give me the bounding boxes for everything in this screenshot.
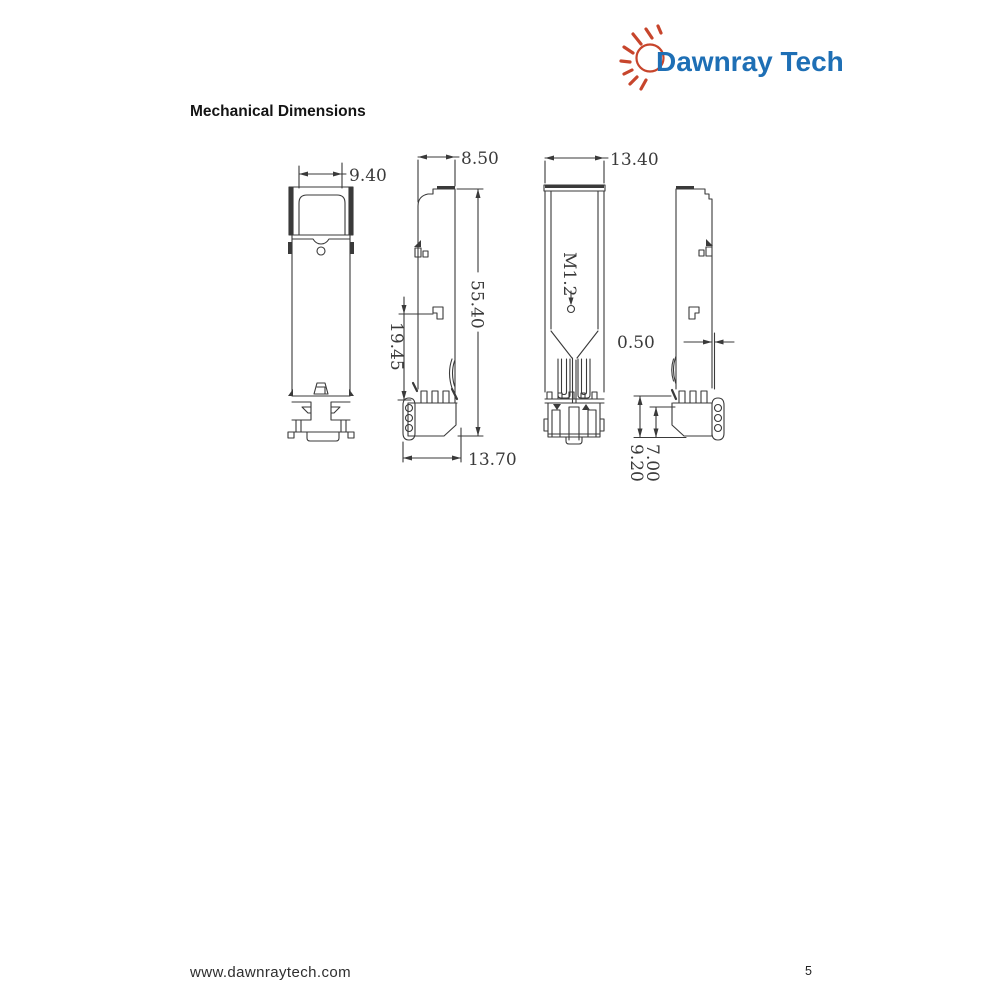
page-title: Mechanical Dimensions <box>190 103 366 120</box>
view-side-right <box>672 188 724 441</box>
dim-base-length-label: 13.70 <box>468 450 517 470</box>
front-hole <box>317 247 325 255</box>
dim-bottom-width-label: 13.40 <box>610 150 659 170</box>
view-bottom <box>544 185 605 444</box>
sun-rays <box>621 26 661 89</box>
dim-base-height-inner-label: 7.00 <box>642 444 662 482</box>
logo-text: Dawnray Tech <box>656 46 844 77</box>
footer-website: www.dawnraytech.com <box>190 964 351 981</box>
dim-base-length <box>403 428 517 470</box>
dim-latch-to-base-label: 19.45 <box>386 322 406 371</box>
front-outline <box>288 187 354 441</box>
side-right-outline <box>672 189 724 440</box>
dim-base-height-overall-label: 9.20 <box>626 444 646 482</box>
front-solid-details <box>288 187 354 396</box>
bail-roller <box>715 415 722 422</box>
dim-flange-thickness-label: 0.50 <box>617 333 655 353</box>
dim-screw-thread-label: M1.2 <box>559 252 579 297</box>
page-number: 5 <box>805 964 812 978</box>
dim-bottom-width <box>545 150 659 183</box>
dim-latch-to-base <box>386 297 433 400</box>
dim-overall-length <box>457 189 487 436</box>
bail-roller <box>715 425 722 432</box>
bail-roller <box>406 415 413 422</box>
screw-hole <box>568 306 575 313</box>
dim-lines <box>545 158 608 183</box>
bottom-solid-details <box>545 186 604 411</box>
view-front <box>288 187 354 441</box>
dim-arrows <box>703 340 724 345</box>
side-right-ticks <box>672 390 676 399</box>
bottom-outline <box>544 185 605 444</box>
dim-base-height-inner <box>642 407 675 482</box>
dim-overall-length-label: 55.40 <box>466 280 487 329</box>
dim-front-width-label: 9.40 <box>349 166 387 186</box>
logo <box>621 26 844 89</box>
bail-roller <box>406 425 413 432</box>
dim-side-upper-width-label: 8.50 <box>461 149 499 169</box>
bail-roller <box>406 405 413 412</box>
dim-front-width <box>299 163 387 188</box>
dim-lines <box>650 407 675 438</box>
bail-roller <box>715 405 722 412</box>
